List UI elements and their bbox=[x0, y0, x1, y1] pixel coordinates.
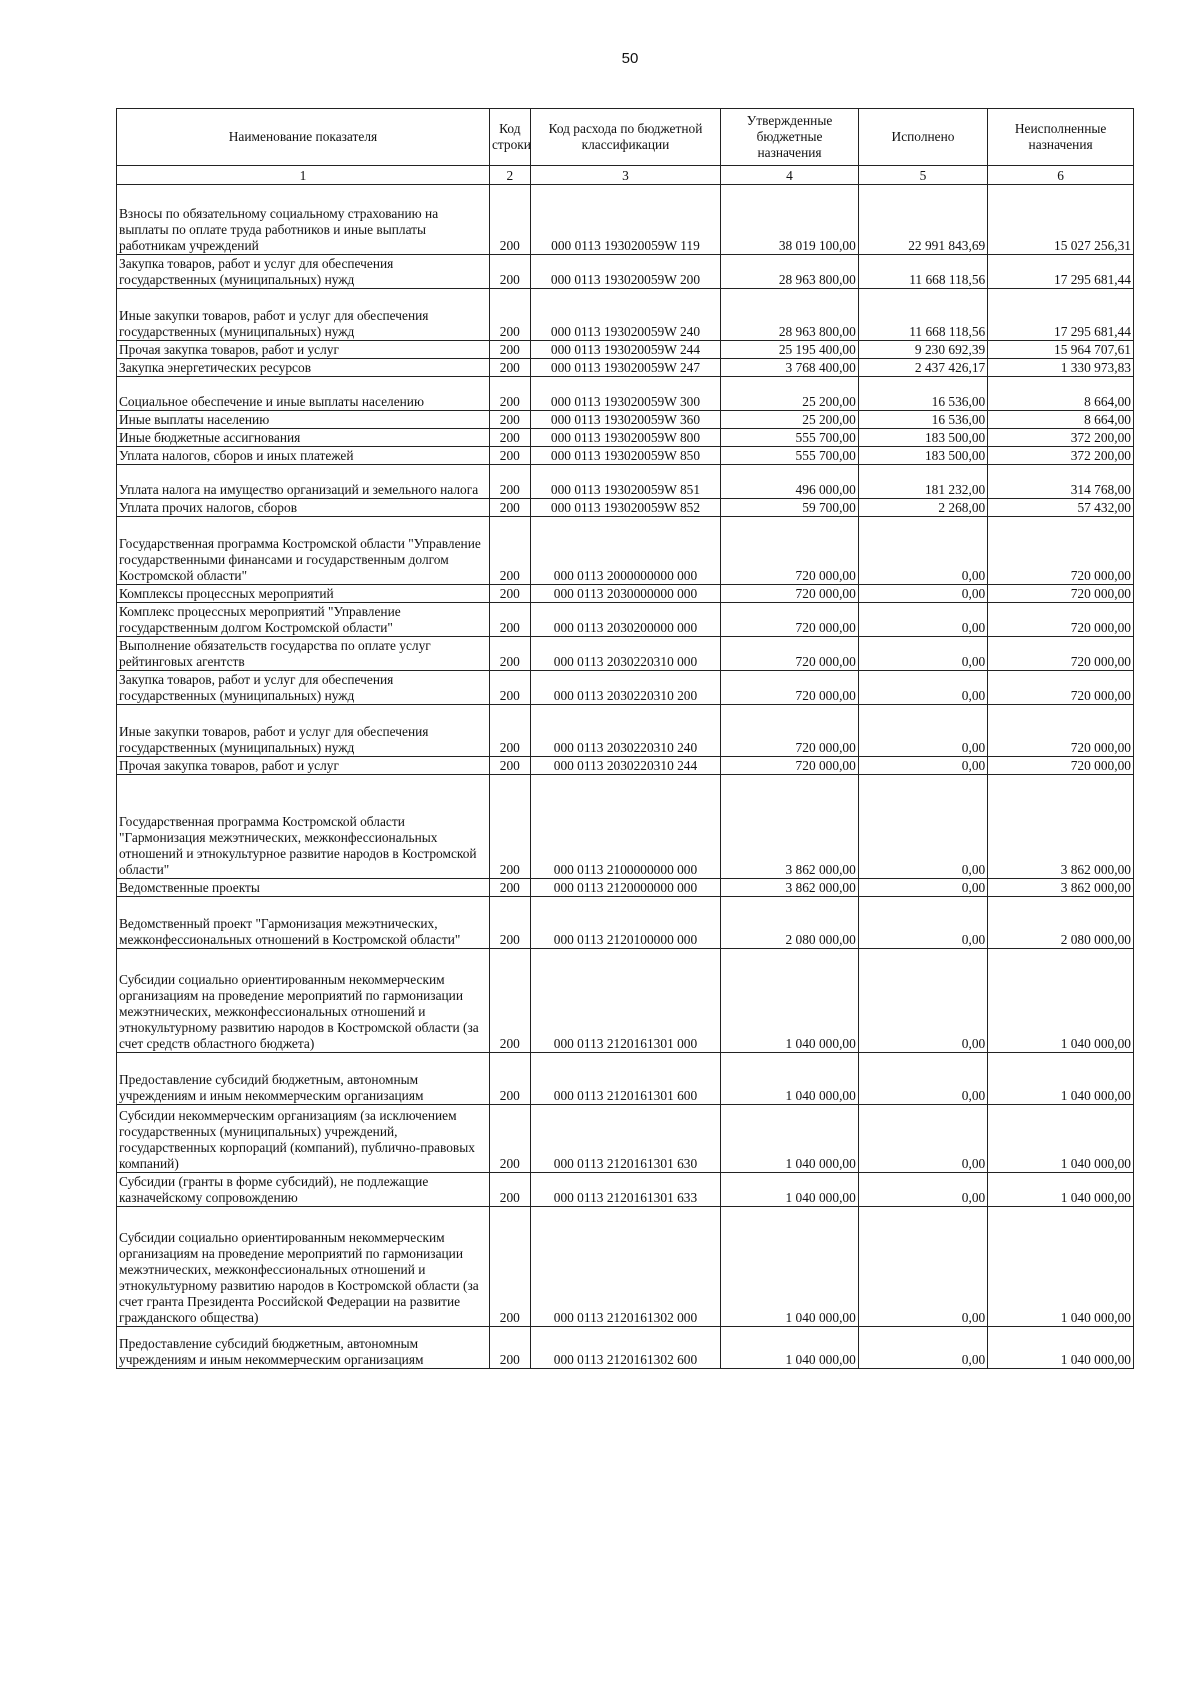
row-name: Выполнение обязательств государства по оплате услуг рейтинговых агентств bbox=[117, 637, 490, 671]
row-code: 200 bbox=[489, 603, 530, 637]
table-row bbox=[117, 1327, 1134, 1369]
row-executed: 0,00 bbox=[858, 705, 987, 757]
row-unexecuted: 1 040 000,00 bbox=[988, 949, 1134, 1053]
row-unexecuted: 720 000,00 bbox=[988, 757, 1134, 775]
row-name: Предоставление субсидий бюджетным, автономным учреждениям и иным некоммерческим организациям bbox=[117, 1327, 490, 1369]
row-executed: 16 536,00 bbox=[858, 377, 987, 411]
row-name: Иные бюджетные ассигнования bbox=[117, 429, 490, 447]
header-executed: Исполнено bbox=[858, 109, 987, 166]
row-name: Иные закупки товаров, работ и услуг для обеспечения государственных (муниципальных) нужд bbox=[117, 705, 490, 757]
table-row bbox=[117, 465, 1134, 499]
row-executed: 183 500,00 bbox=[858, 447, 987, 465]
row-name: Социальное обеспечение и иные выплаты населению bbox=[117, 377, 490, 411]
row-name: Комплексы процессных мероприятий bbox=[117, 585, 490, 603]
header-kbk: Код расхода по бюджетной классификации bbox=[530, 109, 721, 166]
row-approved: 25 200,00 bbox=[721, 411, 859, 429]
row-unexecuted: 720 000,00 bbox=[988, 603, 1134, 637]
row-kbk: 000 0113 2030200000 000 bbox=[530, 603, 721, 637]
row-kbk: 000 0113 2030000000 000 bbox=[530, 585, 721, 603]
row-approved: 720 000,00 bbox=[721, 585, 859, 603]
row-name: Субсидии социально ориентированным некоммерческим организациям на проведение мероприятий по гармонизации межэтнических, межконфессиональных отношений и этнокультурному развитию народов в Костромской области (за счет средств областного бюджета) bbox=[117, 949, 490, 1053]
row-code: 200 bbox=[489, 255, 530, 289]
row-kbk: 000 0113 2030220310 240 bbox=[530, 705, 721, 757]
row-unexecuted: 314 768,00 bbox=[988, 465, 1134, 499]
row-code: 200 bbox=[489, 359, 530, 377]
row-name: Иные закупки товаров, работ и услуг для обеспечения государственных (муниципальных) нужд bbox=[117, 289, 490, 341]
row-approved: 3 862 000,00 bbox=[721, 775, 859, 879]
row-code: 200 bbox=[489, 775, 530, 879]
row-code: 200 bbox=[489, 185, 530, 255]
table-row bbox=[117, 603, 1134, 637]
row-unexecuted: 2 080 000,00 bbox=[988, 897, 1134, 949]
row-unexecuted: 8 664,00 bbox=[988, 411, 1134, 429]
row-unexecuted: 1 040 000,00 bbox=[988, 1105, 1134, 1173]
table-row bbox=[117, 499, 1134, 517]
row-approved: 25 195 400,00 bbox=[721, 341, 859, 359]
row-kbk: 000 0113 2120161302 600 bbox=[530, 1327, 721, 1369]
table-body bbox=[117, 185, 1134, 1369]
row-unexecuted: 720 000,00 bbox=[988, 517, 1134, 585]
row-code: 200 bbox=[489, 377, 530, 411]
column-number: 1 bbox=[117, 166, 490, 185]
table-row bbox=[117, 185, 1134, 255]
row-unexecuted: 1 330 973,83 bbox=[988, 359, 1134, 377]
row-name: Ведомственные проекты bbox=[117, 879, 490, 897]
row-kbk: 000 0113 2030220310 000 bbox=[530, 637, 721, 671]
column-number-row bbox=[117, 166, 1134, 185]
row-code: 200 bbox=[489, 289, 530, 341]
row-executed: 0,00 bbox=[858, 637, 987, 671]
row-unexecuted: 57 432,00 bbox=[988, 499, 1134, 517]
table-row bbox=[117, 879, 1134, 897]
row-unexecuted: 1 040 000,00 bbox=[988, 1207, 1134, 1327]
row-kbk: 000 0113 193020059W 800 bbox=[530, 429, 721, 447]
table-row bbox=[117, 637, 1134, 671]
header-approved: Утвержденные бюджетные назначения bbox=[721, 109, 859, 166]
row-approved: 3 862 000,00 bbox=[721, 879, 859, 897]
row-code: 200 bbox=[489, 585, 530, 603]
row-code: 200 bbox=[489, 671, 530, 705]
column-number: 3 bbox=[530, 166, 721, 185]
row-approved: 1 040 000,00 bbox=[721, 1173, 859, 1207]
row-name: Закупка товаров, работ и услуг для обеспечения государственных (муниципальных) нужд bbox=[117, 671, 490, 705]
row-approved: 555 700,00 bbox=[721, 429, 859, 447]
header-code: Код строки bbox=[489, 109, 530, 166]
row-approved: 1 040 000,00 bbox=[721, 1207, 859, 1327]
row-kbk: 000 0113 2120000000 000 bbox=[530, 879, 721, 897]
table-row bbox=[117, 429, 1134, 447]
row-approved: 555 700,00 bbox=[721, 447, 859, 465]
row-unexecuted: 15 027 256,31 bbox=[988, 185, 1134, 255]
row-unexecuted: 17 295 681,44 bbox=[988, 289, 1134, 341]
table-row bbox=[117, 1207, 1134, 1327]
column-number: 6 bbox=[988, 166, 1134, 185]
row-executed: 0,00 bbox=[858, 879, 987, 897]
row-executed: 0,00 bbox=[858, 897, 987, 949]
row-unexecuted: 1 040 000,00 bbox=[988, 1327, 1134, 1369]
row-unexecuted: 720 000,00 bbox=[988, 585, 1134, 603]
row-code: 200 bbox=[489, 1105, 530, 1173]
row-executed: 16 536,00 bbox=[858, 411, 987, 429]
row-unexecuted: 3 862 000,00 bbox=[988, 879, 1134, 897]
row-executed: 181 232,00 bbox=[858, 465, 987, 499]
header-unexecuted: Неисполненные назначения bbox=[988, 109, 1134, 166]
row-name: Взносы по обязательному социальному страхованию на выплаты по оплате труда работников и иные выплаты работникам учреждений bbox=[117, 185, 490, 255]
row-executed: 0,00 bbox=[858, 1105, 987, 1173]
row-unexecuted: 1 040 000,00 bbox=[988, 1173, 1134, 1207]
row-code: 200 bbox=[489, 637, 530, 671]
row-approved: 720 000,00 bbox=[721, 757, 859, 775]
row-code: 200 bbox=[489, 705, 530, 757]
row-kbk: 000 0113 193020059W 247 bbox=[530, 359, 721, 377]
row-name: Субсидии социально ориентированным некоммерческим организациям на проведение мероприятий по гармонизации межэтнических, межконфессиональных отношений и этнокультурному развитию народов в Костромской области (за счет гранта Президента Российской Федерации на развитие гражданского общества) bbox=[117, 1207, 490, 1327]
row-kbk: 000 0113 193020059W 850 bbox=[530, 447, 721, 465]
row-unexecuted: 720 000,00 bbox=[988, 705, 1134, 757]
row-kbk: 000 0113 2120161301 600 bbox=[530, 1053, 721, 1105]
table-row bbox=[117, 411, 1134, 429]
table-row bbox=[117, 705, 1134, 757]
row-executed: 0,00 bbox=[858, 775, 987, 879]
row-name: Ведомственный проект "Гармонизация межэтнических, межконфессиональных отношений в Костромской области" bbox=[117, 897, 490, 949]
column-number: 5 bbox=[858, 166, 987, 185]
row-code: 200 bbox=[489, 949, 530, 1053]
row-executed: 2 268,00 bbox=[858, 499, 987, 517]
row-approved: 720 000,00 bbox=[721, 517, 859, 585]
header-name: Наименование показателя bbox=[117, 109, 490, 166]
row-code: 200 bbox=[489, 411, 530, 429]
row-executed: 0,00 bbox=[858, 517, 987, 585]
row-approved: 3 768 400,00 bbox=[721, 359, 859, 377]
row-code: 200 bbox=[489, 1053, 530, 1105]
row-executed: 0,00 bbox=[858, 1327, 987, 1369]
row-unexecuted: 372 200,00 bbox=[988, 429, 1134, 447]
row-approved: 38 019 100,00 bbox=[721, 185, 859, 255]
table-row bbox=[117, 1173, 1134, 1207]
row-approved: 1 040 000,00 bbox=[721, 1327, 859, 1369]
row-code: 200 bbox=[489, 757, 530, 775]
page-number: 50 bbox=[621, 50, 639, 67]
table-row bbox=[117, 757, 1134, 775]
budget-execution-table bbox=[116, 108, 1134, 1369]
row-name: Уплата прочих налогов, сборов bbox=[117, 499, 490, 517]
header-row bbox=[117, 109, 1134, 166]
table-row bbox=[117, 517, 1134, 585]
row-name: Государственная программа Костромской области "Гармонизация межэтнических, межконфессиональных отношений и этнокультурное развитие народов в Костромской области" bbox=[117, 775, 490, 879]
row-approved: 720 000,00 bbox=[721, 603, 859, 637]
row-approved: 28 963 800,00 bbox=[721, 289, 859, 341]
table-row bbox=[117, 585, 1134, 603]
row-code: 200 bbox=[489, 1173, 530, 1207]
table-row bbox=[117, 341, 1134, 359]
row-executed: 2 437 426,17 bbox=[858, 359, 987, 377]
row-code: 200 bbox=[489, 1327, 530, 1369]
row-unexecuted: 372 200,00 bbox=[988, 447, 1134, 465]
row-executed: 22 991 843,69 bbox=[858, 185, 987, 255]
row-executed: 0,00 bbox=[858, 671, 987, 705]
table-row bbox=[117, 775, 1134, 879]
row-executed: 11 668 118,56 bbox=[858, 255, 987, 289]
row-code: 200 bbox=[489, 447, 530, 465]
row-code: 200 bbox=[489, 517, 530, 585]
row-name: Прочая закупка товаров, работ и услуг bbox=[117, 757, 490, 775]
row-kbk: 000 0113 193020059W 119 bbox=[530, 185, 721, 255]
column-number: 2 bbox=[489, 166, 530, 185]
table-row bbox=[117, 897, 1134, 949]
row-approved: 720 000,00 bbox=[721, 705, 859, 757]
table-row bbox=[117, 255, 1134, 289]
row-approved: 720 000,00 bbox=[721, 671, 859, 705]
row-approved: 2 080 000,00 bbox=[721, 897, 859, 949]
row-kbk: 000 0113 2120161302 000 bbox=[530, 1207, 721, 1327]
row-kbk: 000 0113 2120161301 633 bbox=[530, 1173, 721, 1207]
row-kbk: 000 0113 2030220310 200 bbox=[530, 671, 721, 705]
row-unexecuted: 15 964 707,61 bbox=[988, 341, 1134, 359]
row-code: 200 bbox=[489, 897, 530, 949]
row-approved: 720 000,00 bbox=[721, 637, 859, 671]
row-kbk: 000 0113 2120161301 630 bbox=[530, 1105, 721, 1173]
row-unexecuted: 8 664,00 bbox=[988, 377, 1134, 411]
row-name: Предоставление субсидий бюджетным, автономным учреждениям и иным некоммерческим организациям bbox=[117, 1053, 490, 1105]
row-name: Комплекс процессных мероприятий "Управление государственным долгом Костромской области" bbox=[117, 603, 490, 637]
row-kbk: 000 0113 2000000000 000 bbox=[530, 517, 721, 585]
row-unexecuted: 1 040 000,00 bbox=[988, 1053, 1134, 1105]
row-executed: 0,00 bbox=[858, 603, 987, 637]
row-name: Прочая закупка товаров, работ и услуг bbox=[117, 341, 490, 359]
table-row bbox=[117, 447, 1134, 465]
row-kbk: 000 0113 193020059W 360 bbox=[530, 411, 721, 429]
table-row bbox=[117, 1105, 1134, 1173]
column-number: 4 bbox=[721, 166, 859, 185]
row-approved: 496 000,00 bbox=[721, 465, 859, 499]
row-executed: 0,00 bbox=[858, 1053, 987, 1105]
row-approved: 28 963 800,00 bbox=[721, 255, 859, 289]
row-name: Государственная программа Костромской области "Управление государственными финансами и государственным долгом Костромской области" bbox=[117, 517, 490, 585]
row-name: Субсидии (гранты в форме субсидий), не подлежащие казначейскому сопровождению bbox=[117, 1173, 490, 1207]
table-row bbox=[117, 377, 1134, 411]
row-unexecuted: 3 862 000,00 bbox=[988, 775, 1134, 879]
row-name: Уплата налогов, сборов и иных платежей bbox=[117, 447, 490, 465]
row-approved: 1 040 000,00 bbox=[721, 949, 859, 1053]
row-name: Субсидии некоммерческим организациям (за исключением государственных (муниципальных) учреждений, государственных корпораций (компаний), публично-правовых компаний) bbox=[117, 1105, 490, 1173]
row-kbk: 000 0113 193020059W 300 bbox=[530, 377, 721, 411]
row-kbk: 000 0113 2120161301 000 bbox=[530, 949, 721, 1053]
row-kbk: 000 0113 2100000000 000 bbox=[530, 775, 721, 879]
row-kbk: 000 0113 2120100000 000 bbox=[530, 897, 721, 949]
row-kbk: 000 0113 193020059W 244 bbox=[530, 341, 721, 359]
row-code: 200 bbox=[489, 429, 530, 447]
row-executed: 0,00 bbox=[858, 949, 987, 1053]
row-name: Закупка энергетических ресурсов bbox=[117, 359, 490, 377]
row-kbk: 000 0113 2030220310 244 bbox=[530, 757, 721, 775]
row-unexecuted: 720 000,00 bbox=[988, 637, 1134, 671]
row-approved: 1 040 000,00 bbox=[721, 1105, 859, 1173]
row-name: Закупка товаров, работ и услуг для обеспечения государственных (муниципальных) нужд bbox=[117, 255, 490, 289]
table-row bbox=[117, 289, 1134, 341]
row-executed: 11 668 118,56 bbox=[858, 289, 987, 341]
row-executed: 9 230 692,39 bbox=[858, 341, 987, 359]
row-executed: 0,00 bbox=[858, 585, 987, 603]
row-kbk: 000 0113 193020059W 240 bbox=[530, 289, 721, 341]
row-approved: 1 040 000,00 bbox=[721, 1053, 859, 1105]
table-row bbox=[117, 359, 1134, 377]
row-code: 200 bbox=[489, 465, 530, 499]
row-code: 200 bbox=[489, 341, 530, 359]
row-name: Иные выплаты населению bbox=[117, 411, 490, 429]
row-executed: 0,00 bbox=[858, 1173, 987, 1207]
row-kbk: 000 0113 193020059W 200 bbox=[530, 255, 721, 289]
row-kbk: 000 0113 193020059W 851 bbox=[530, 465, 721, 499]
row-approved: 59 700,00 bbox=[721, 499, 859, 517]
table-row bbox=[117, 1053, 1134, 1105]
table-row bbox=[117, 949, 1134, 1053]
row-kbk: 000 0113 193020059W 852 bbox=[530, 499, 721, 517]
row-executed: 0,00 bbox=[858, 1207, 987, 1327]
row-code: 200 bbox=[489, 1207, 530, 1327]
row-code: 200 bbox=[489, 499, 530, 517]
row-unexecuted: 720 000,00 bbox=[988, 671, 1134, 705]
row-name: Уплата налога на имущество организаций и земельного налога bbox=[117, 465, 490, 499]
row-unexecuted: 17 295 681,44 bbox=[988, 255, 1134, 289]
row-executed: 183 500,00 bbox=[858, 429, 987, 447]
row-approved: 25 200,00 bbox=[721, 377, 859, 411]
row-code: 200 bbox=[489, 879, 530, 897]
table-row bbox=[117, 671, 1134, 705]
row-executed: 0,00 bbox=[858, 757, 987, 775]
